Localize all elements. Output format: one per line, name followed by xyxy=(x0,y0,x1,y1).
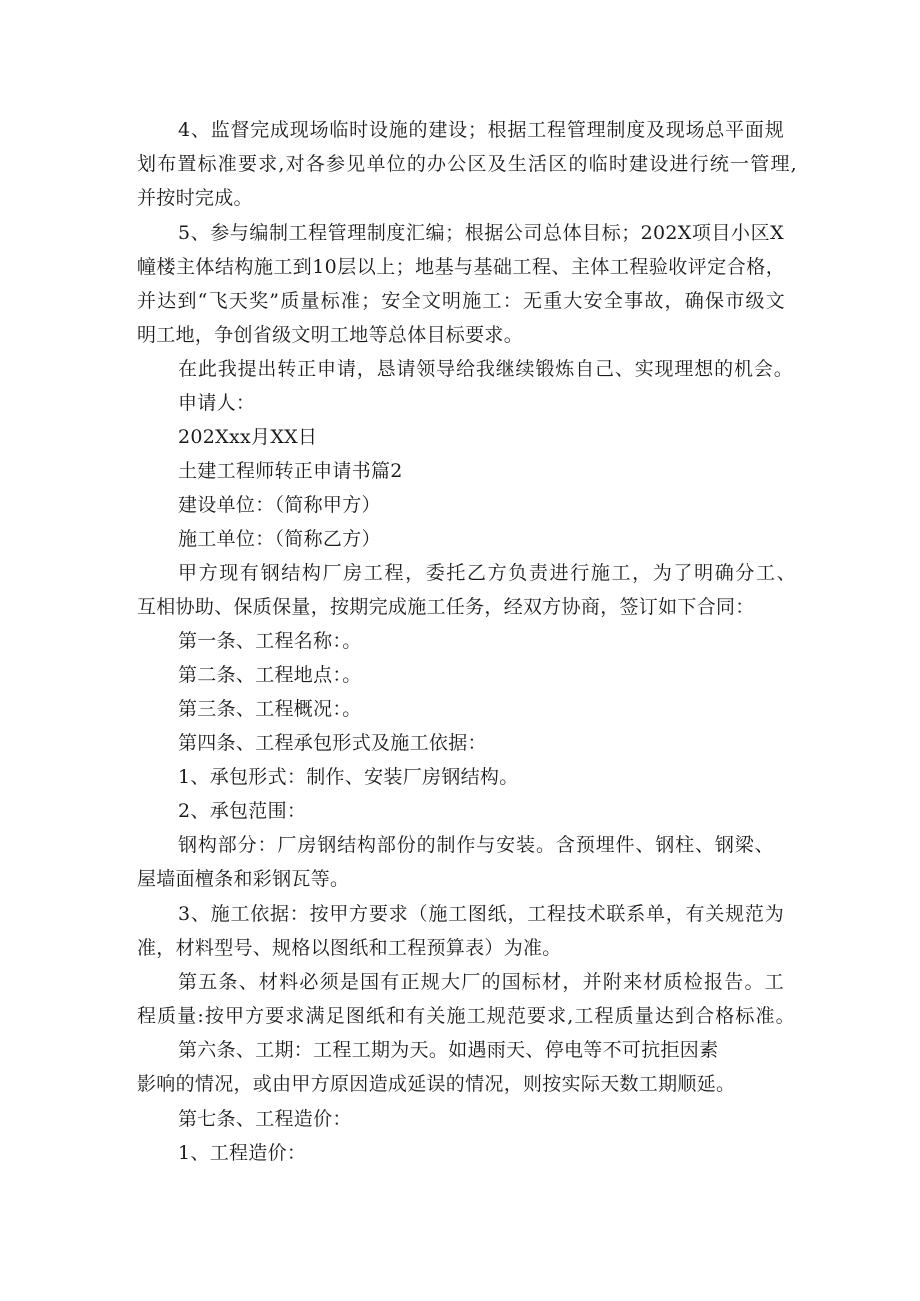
paragraph-line: 幢楼主体结构施工到10层以上；地基与基础工程、主体工程验收评定合格， xyxy=(137,256,785,278)
paragraph-line: 互相协助、保质保量，按期完成施工任务，经双方协商，签订如下合同： xyxy=(137,596,755,618)
paragraph-line: 明工地，争创省级文明工地等总体目标要求。 xyxy=(137,324,524,346)
paragraph-line: 并达到“飞天奖”质量标准；安全文明施工：无重大安全事故，确保市级文 xyxy=(137,290,785,312)
party-a-line: 建设单位：（简称甲方） xyxy=(178,494,381,516)
paragraph-line: 4、监督完成现场临时设施的建设；根据工程管理制度及现场总平面规 xyxy=(178,119,784,141)
clause-line: 第七条、工程造价： xyxy=(178,1108,352,1130)
clause-line: 第一条、工程名称：。 xyxy=(178,630,362,652)
paragraph-line: 甲方现有钢结构厂房工程，委托乙方负责进行施工，为了明确分工、 xyxy=(178,562,796,584)
paragraph-line: 程质量:按甲方要求满足图纸和有关施工规范要求,工程质量达到合格标准。 xyxy=(137,1005,795,1027)
signature-label: 申请人： xyxy=(178,392,256,414)
date-line: 202Xxx月XX日 xyxy=(178,426,318,448)
paragraph-line: 影响的情况，或由甲方原因造成延误的情况，则按实际天数工期顺延。 xyxy=(137,1073,736,1095)
paragraph-line: 屋墙面檀条和彩钢瓦等。 xyxy=(137,868,350,890)
paragraph-line: 钢构部分：厂房钢结构部份的制作与安装。含预埋件、钢柱、钢梁、 xyxy=(178,834,774,856)
clause-line: 1、工程造价： xyxy=(178,1142,307,1164)
party-b-line: 施工单位：（简称乙方） xyxy=(178,528,381,550)
paragraph-line: 并按时完成。 xyxy=(137,187,253,209)
paragraph-line: 5、参与编制工程管理制度汇编；根据公司总体目标；202X项目小区X xyxy=(178,222,784,244)
clause-line: 1、承包形式：制作、安装厂房钢结构。 xyxy=(178,766,519,788)
clause-line: 2、承包范围： xyxy=(178,800,307,822)
paragraph-line: 第五条、材料必须是国有正规大厂的国标材，并附来材质检报告。工 xyxy=(178,971,784,993)
paragraph-line: 准，材料型号、规格以图纸和工程预算表）为准。 xyxy=(137,937,562,959)
clause-line: 第三条、工程概况：。 xyxy=(178,698,362,720)
paragraph-line: 第六条、工期：工程工期为天。如遇雨天、停电等不可抗拒因素 xyxy=(178,1039,719,1061)
paragraph-line: 3、施工依据：按甲方要求（施工图纸，工程技术联系单，有关规范为 xyxy=(178,903,784,925)
section-title: 土建工程师转正申请书篇2 xyxy=(178,460,403,482)
clause-line: 第四条、工程承包形式及施工依据： xyxy=(178,732,487,754)
paragraph-line: 在此我提出转正申请，恳请领导给我继续锻炼自己、实现理想的机会。 xyxy=(178,358,793,380)
paragraph-line: 划布置标准要求,对各参见单位的办公区及生活区的临时建设进行统一管理, xyxy=(137,153,797,175)
clause-line: 第二条、工程地点：。 xyxy=(178,664,362,686)
